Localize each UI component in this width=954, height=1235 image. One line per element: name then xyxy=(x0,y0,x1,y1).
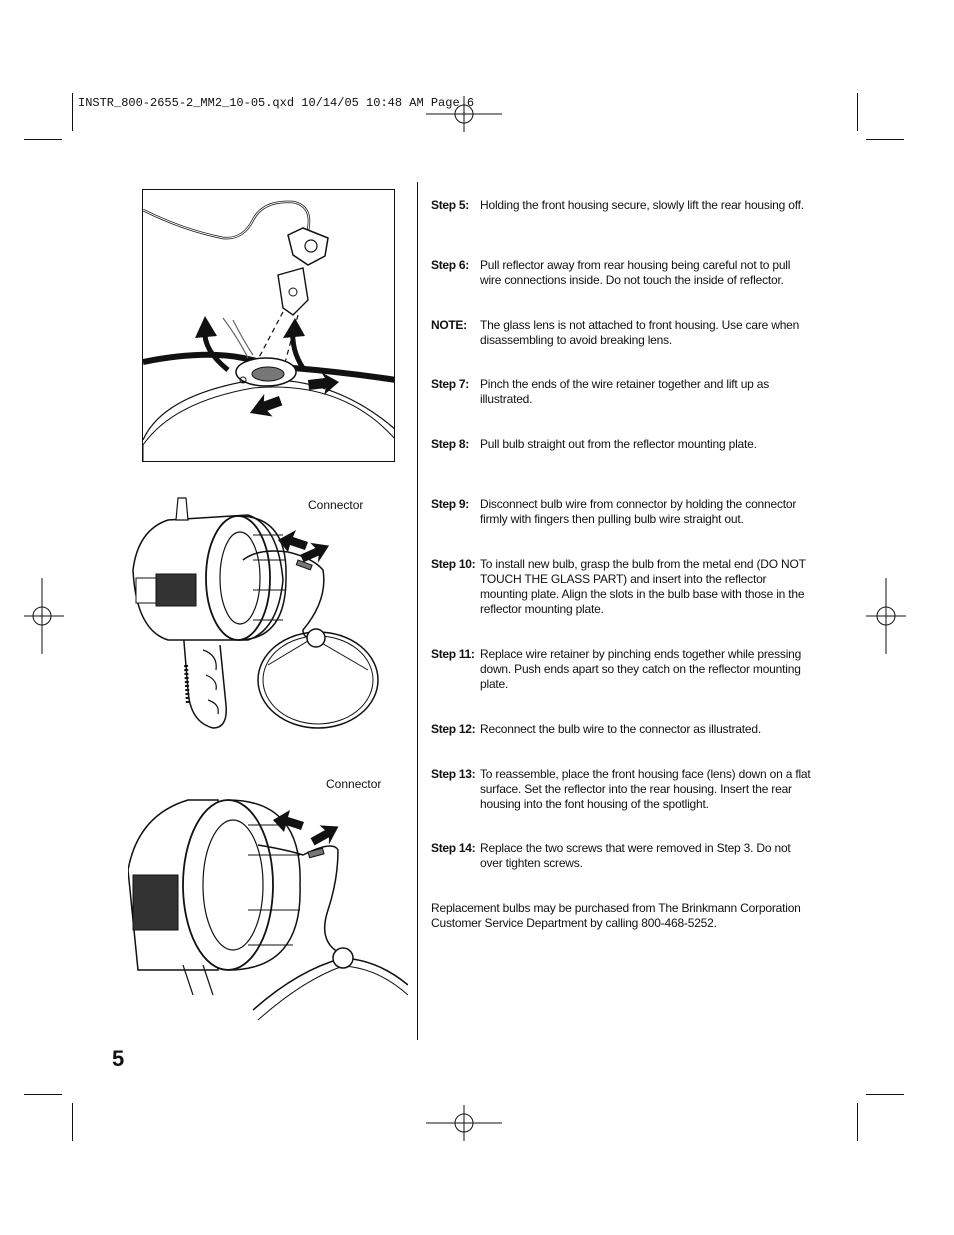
connector-label-2: Connector xyxy=(326,777,382,791)
page-number: 5 xyxy=(112,1046,125,1071)
step-text: Pull bulb straight out from the reflector mounting plate. xyxy=(480,437,757,451)
step-label: Step 7: xyxy=(431,377,469,391)
step-text: Disconnect bulb wire from connector by holding the connector firmly with fingers then pulling bulb wire straight out. xyxy=(480,497,797,526)
step-text: To reassemble, place the front housing face (lens) down on a flat surface. Set the reflector into the rear housing. Insert the rear housing into the font housing of the spotlight. xyxy=(480,767,811,811)
disconnect-illustration xyxy=(128,490,388,740)
crop-mark xyxy=(24,1094,62,1095)
registration-mark-bottom xyxy=(426,1105,502,1141)
registration-mark-top xyxy=(426,96,502,132)
step-item xyxy=(431,377,811,407)
step-text: Pinch the ends of the wire retainer together and lift up as illustrated. xyxy=(480,377,770,406)
step-label: Step 11: xyxy=(431,647,475,661)
step-item xyxy=(431,437,811,452)
step-text: Replace wire retainer by pinching ends together while pressing down. Push ends apart so they catch on the reflector mounting plate. xyxy=(480,647,802,691)
bulb-removal-illustration xyxy=(143,190,395,462)
crop-mark xyxy=(866,1094,904,1095)
figure-bulb-removal xyxy=(142,189,395,462)
crop-mark xyxy=(857,1103,858,1141)
column-divider xyxy=(417,182,418,1040)
step-item xyxy=(431,722,811,737)
step-item xyxy=(431,497,811,527)
connector-label-1: Connector xyxy=(308,498,364,512)
step-text: To install new bulb, grasp the bulb from the metal end (DO NOT TOUCH THE GLASS PART) and insert into the reflector mounting plate. Align the slots in the bulb base with those in the reflector mounting plate. xyxy=(480,557,806,616)
crop-mark xyxy=(866,139,904,140)
step-item xyxy=(431,258,811,288)
crop-mark xyxy=(72,93,73,131)
step-text: Holding the front housing secure, slowly lift the rear housing off. xyxy=(480,198,804,212)
step-label: Step 5: xyxy=(431,198,469,212)
step-text: Replace the two screws that were removed in Step 3. Do not over tighten screws. xyxy=(480,841,791,870)
step-text: The glass lens is not attached to front housing. Use care when disassembling to avoid breaking lens. xyxy=(480,318,800,347)
crop-mark xyxy=(857,93,858,131)
step-item xyxy=(431,767,811,812)
figure-reconnect-connector xyxy=(128,770,408,1020)
crop-mark xyxy=(24,139,62,140)
step-label: Step 13: xyxy=(431,767,476,781)
step-item xyxy=(431,318,811,348)
step-item xyxy=(431,647,811,692)
registration-mark-left xyxy=(24,578,64,654)
file-slug: INSTR_800-2655-2_MM2_10-05.qxd 10/14/05 10:48 AM Page 6 xyxy=(78,96,475,110)
step-item xyxy=(431,841,811,871)
crop-mark xyxy=(72,1103,73,1141)
step-label: NOTE: xyxy=(431,318,467,332)
step-item xyxy=(431,557,811,617)
step-label: Step 9: xyxy=(431,497,469,511)
step-label: Step 10: xyxy=(431,557,476,571)
reconnect-illustration xyxy=(128,770,408,1020)
step-label: Step 8: xyxy=(431,437,469,451)
step-label: Step 14: xyxy=(431,841,476,855)
step-text: Reconnect the bulb wire to the connector as illustrated. xyxy=(480,722,761,736)
step-label: Step 6: xyxy=(431,258,469,272)
registration-mark-right xyxy=(866,578,906,654)
figure-disconnect-connector xyxy=(128,490,388,740)
step-item xyxy=(431,198,811,213)
step-label: Step 12: xyxy=(431,722,476,736)
replacement-bulbs-note: Replacement bulbs may be purchased from The Brinkmann Corporation Customer Service Department by calling 800-468-5252. xyxy=(431,901,801,930)
step-text: Pull reflector away from rear housing being careful not to pull wire connections inside. Do not touch the inside of reflector. xyxy=(480,258,791,287)
